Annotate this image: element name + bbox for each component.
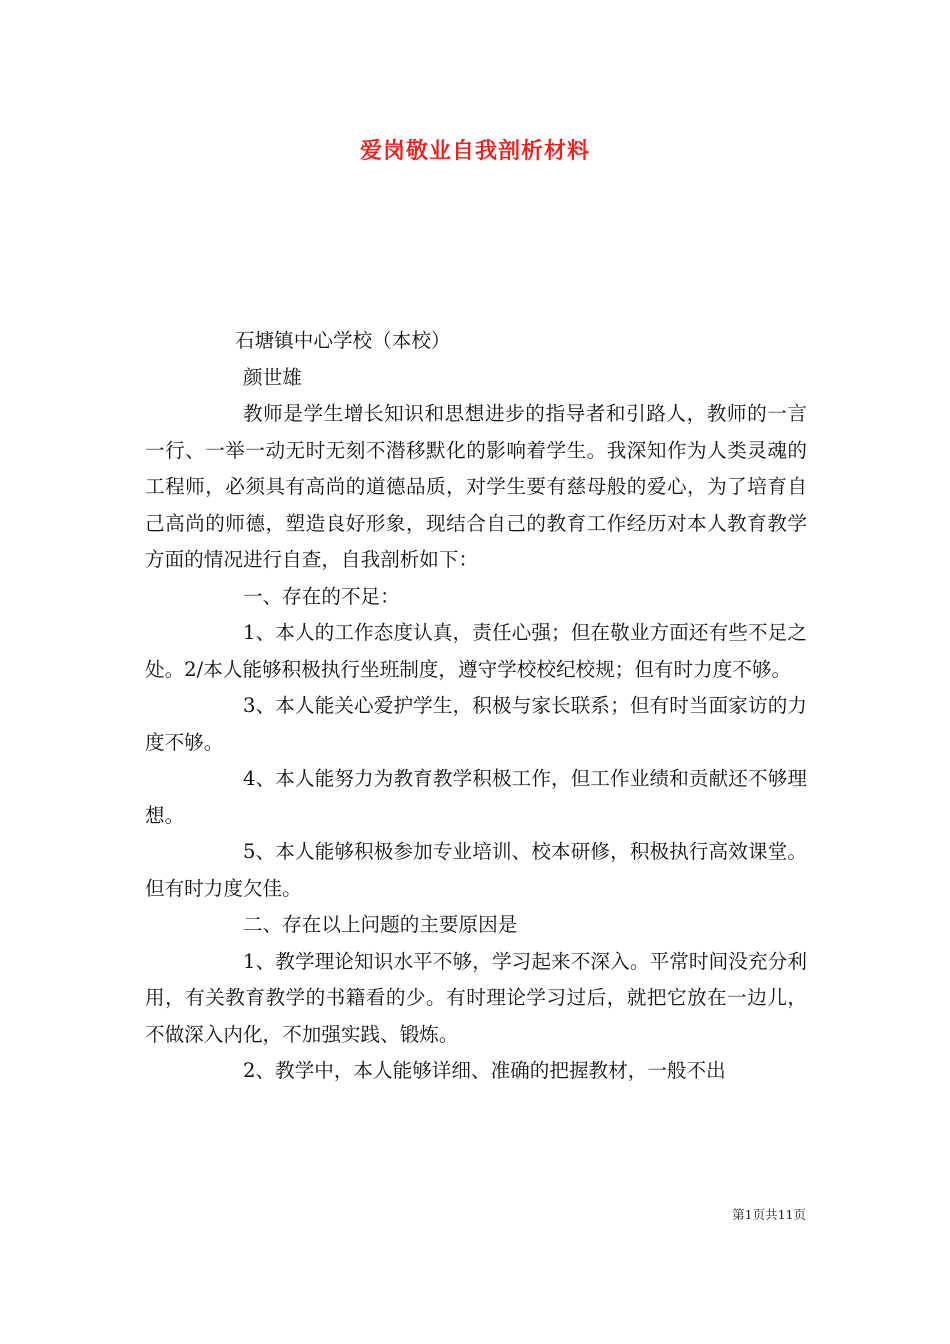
paragraph-cause-1: 1、教学理论知识水平不够，学习起来不深入。平常时间没充分利用，有关教育教学的书籍看的少。有时理论学习过后，就把它放在一边儿，不做深入内化，不加强实践、锻炼。 — [145, 949, 807, 1046]
document-body — [145, 323, 807, 1090]
author-name: 颜世雄 — [243, 365, 302, 389]
paragraph-cause-2: 2、教学中，本人能够详细、准确的把握教材，一般不出 — [243, 1059, 726, 1082]
paragraph-item-1: 1、本人的工作态度认真，责任心强；但在敬业方面还有些不足之处。2/本人能够积极执行坐班制度，遵守学校校纪校规；但有时力度不够。 — [145, 621, 807, 681]
paragraph-item-3: 3、本人能关心爱护学生，积极与家长联系；但有时当面家访的力度不够。 — [145, 694, 807, 754]
section-heading-shortcomings: 一、存在的不足： — [243, 584, 400, 608]
paragraph-item-4: 4、本人能努力为教育教学积极工作，但工作业绩和贡献还不够理想。 — [145, 767, 807, 827]
document-title: 爱岗敬业自我剖析材料 — [360, 139, 591, 164]
page-number: 第1页共11页 — [732, 1207, 806, 1222]
paragraph-intro: 教师是学生增长知识和思想进步的指导者和引路人，教师的一言一行、一举一动无时无刻不潜移默化的影响着学生。我深知作为人类灵魂的工程师，必须具有高尚的道德品质，对学生要有慈母般的爱心，为了培育自己高尚的师德，塑造良好形象，现结合自己的教育工作经历对本人教育教学方面的情况进行自查，自我剖析如下： — [145, 402, 807, 571]
school-name: 石塘镇中心学校（本校） — [235, 329, 451, 352]
paragraph-item-5: 5、本人能够积极参加专业培训、校本研修，积极执行高效课堂。但有时力度欠佳。 — [145, 840, 807, 900]
section-heading-causes: 二、存在以上问题的主要原因是 — [243, 913, 518, 936]
